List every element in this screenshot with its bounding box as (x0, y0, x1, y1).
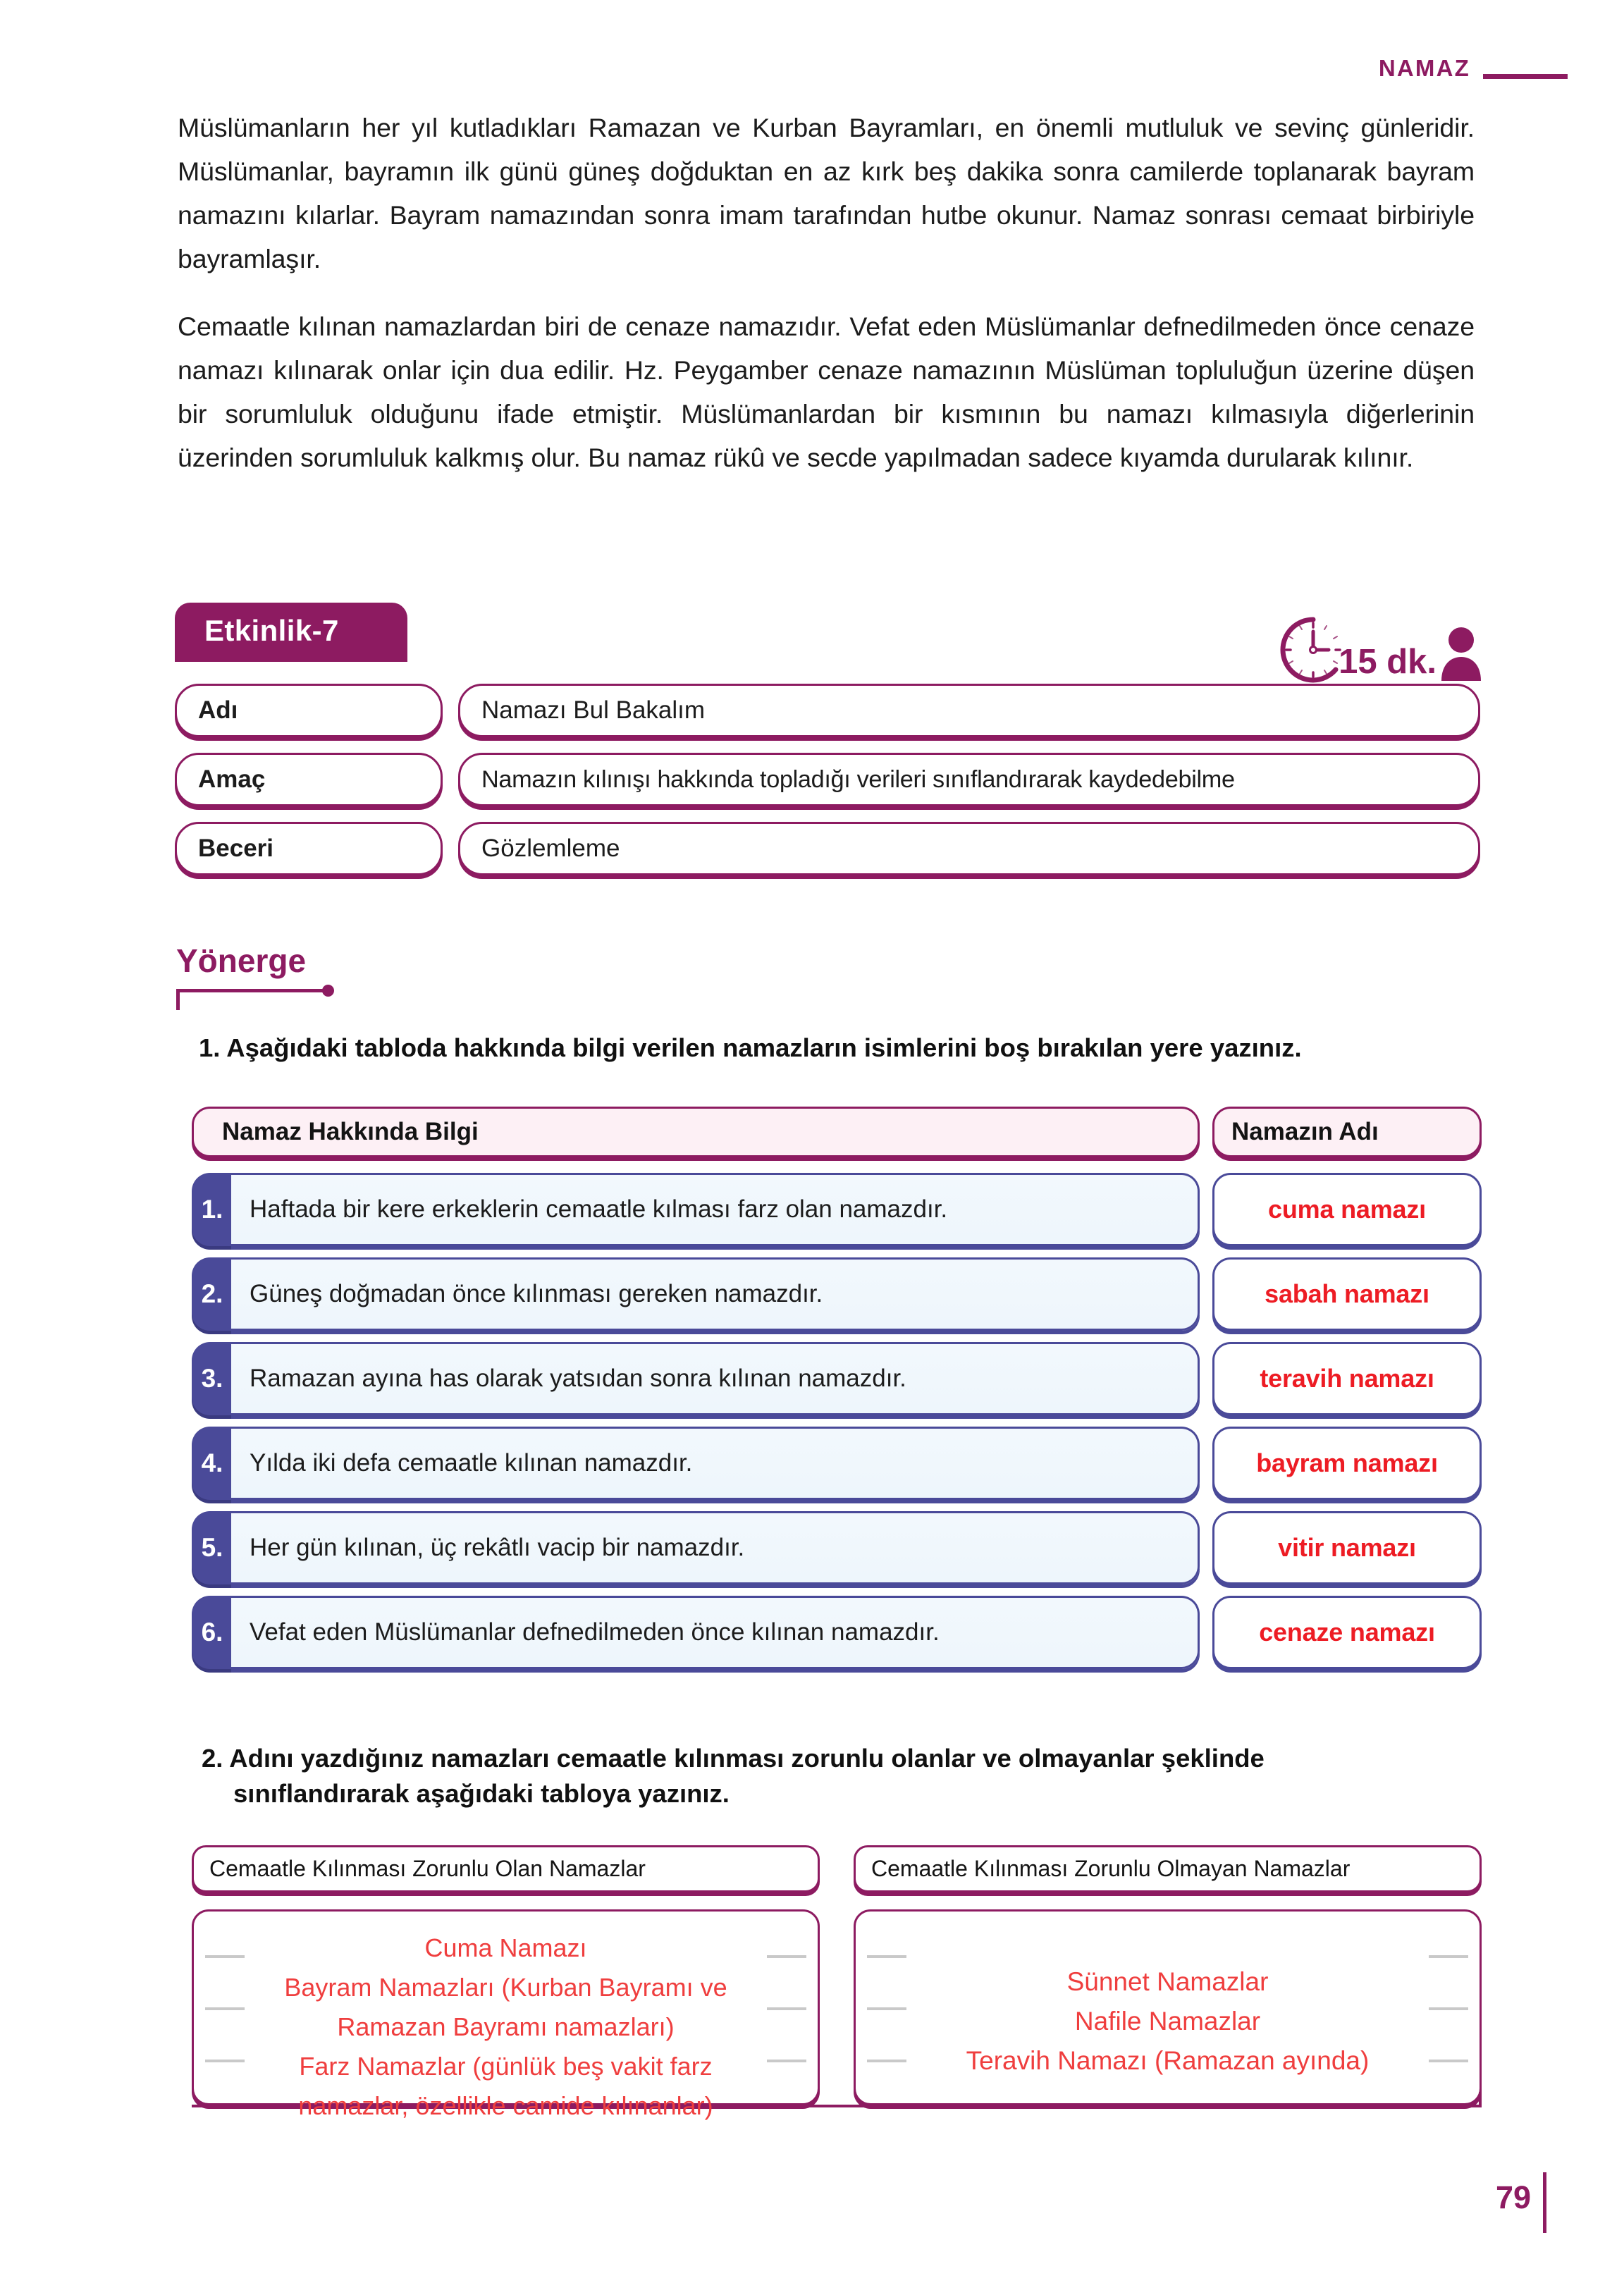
row-number: 1. (192, 1173, 233, 1246)
activity-row-label: Adı (175, 684, 443, 737)
activity-badge: Etkinlik-7 (175, 603, 407, 662)
row-description: Her gün kılınan, üç rekâtlı vacip bir namazdır. (231, 1511, 1200, 1584)
activity-row-value: Namazı Bul Bakalım (458, 684, 1480, 737)
row-description: Haftada bir kere erkeklerin cemaatle kılması farz olan namazdır. (231, 1173, 1200, 1246)
classify-answer-line: Nafile Namazlar (1074, 2007, 1261, 2036)
table-row (192, 1342, 1482, 1415)
row-answer-text: cuma namazı (1268, 1195, 1426, 1224)
yonerge-rule-line (176, 989, 327, 992)
namaz-table (192, 1107, 1482, 1680)
classify-answer-box-optional[interactable] (854, 1909, 1482, 2105)
column-header-info: Namaz Hakkında Bilgi (192, 1107, 1200, 1157)
body-text (178, 106, 1475, 503)
classify-section (192, 1845, 1482, 2120)
row-answer-field[interactable] (1212, 1342, 1482, 1415)
page-header (1379, 55, 1568, 82)
duration-label: 15 dk. (1339, 643, 1437, 681)
instruction-2-line1: 2. Adını yazdığınız namazları cemaatle kılınması zorunlu olanlar ve olmayanlar şeklinde (202, 1744, 1265, 1773)
classify-answer-text-optional (880, 1928, 1456, 2081)
row-answer-text: cenaze namazı (1259, 1618, 1435, 1646)
classify-answer-line: Farz Namazlar (günlük beş vakit farz (299, 2052, 713, 2081)
table-row-info (192, 1257, 1200, 1331)
table-row-info (192, 1427, 1200, 1500)
row-answer-field[interactable] (1212, 1173, 1482, 1246)
table-row-info (192, 1173, 1200, 1246)
instruction-2-line2: sınıflandırarak aşağıdaki tabloya yazınız. (233, 1779, 730, 1808)
table-row (192, 1511, 1482, 1584)
page-number: 79 (1495, 2179, 1531, 2215)
row-description: Vefat eden Müslümanlar defnedilmeden önce kılınan namazdır. (231, 1596, 1200, 1669)
classify-answer-line: Bayram Namazları (Kurban Bayramı ve (284, 1973, 727, 2002)
person-icon (1439, 624, 1483, 681)
row-number: 4. (192, 1427, 233, 1500)
activity-row-adi (175, 684, 1480, 737)
yonerge-rule (176, 984, 1480, 997)
instruction-1: 1. Aşağıdaki tabloda hakkında bilgi verilen namazların isimlerini boş bırakılan yere yazınız. (199, 1033, 1302, 1062)
row-number: 3. (192, 1342, 233, 1415)
activity-row-label: Amaç (175, 753, 443, 806)
header-rule (1483, 74, 1568, 79)
classify-answer-line: Ramazan Bayramı namazları) (337, 2012, 675, 2041)
classify-answer-line: Sünnet Namazlar (1066, 1967, 1269, 1996)
classify-answer-line: namazlar, özellikle camide kılınanlar) (298, 2091, 713, 2120)
row-number: 5. (192, 1511, 233, 1584)
column-header-name: Namazın Adı (1212, 1107, 1482, 1157)
yonerge-section (176, 944, 1480, 997)
classify-answer-line: Cuma Namazı (424, 1933, 587, 1962)
table-row-info (192, 1596, 1200, 1669)
activity-row-beceri (175, 822, 1480, 875)
row-answer-text: bayram namazı (1256, 1448, 1438, 1477)
table-row (192, 1596, 1482, 1669)
clock-icon (1278, 615, 1348, 685)
instruction-2 (202, 1741, 1470, 1811)
activity-duration (1278, 608, 1483, 685)
activity-row-value: Gözlemleme (458, 822, 1480, 875)
table-header-row (192, 1107, 1482, 1157)
row-answer-text: sabah namazı (1265, 1279, 1429, 1308)
row-description: Güneş doğmadan önce kılınması gereken namazdır. (231, 1257, 1200, 1331)
row-answer-field[interactable] (1212, 1511, 1482, 1584)
yonerge-rule-dot (322, 985, 334, 997)
table-row-info (192, 1342, 1200, 1415)
row-answer-field[interactable] (1212, 1596, 1482, 1669)
row-number: 6. (192, 1596, 233, 1669)
activity-row-value: Namazın kılınışı hakkında topladığı verileri sınıflandırarak kaydedebilme (458, 753, 1480, 806)
classify-column-required (192, 1845, 820, 2120)
row-description: Ramazan ayına has olarak yatsıdan sonra kılınan namazdır. (231, 1342, 1200, 1415)
row-answer-field[interactable] (1212, 1427, 1482, 1500)
activity-info-rows (175, 684, 1480, 891)
activity-row-label: Beceri (175, 822, 443, 875)
page-number-rule (1543, 2172, 1546, 2233)
row-answer-text: vitir namazı (1278, 1533, 1416, 1562)
table-row-info (192, 1511, 1200, 1584)
classify-column-optional (854, 1845, 1482, 2105)
paragraph-1: Müslümanların her yıl kutladıkları Ramazan ve Kurban Bayramları, en önemli mutluluk ve sevinç günleridir. Müslümanlar, bayramın ilk günü güneş doğduktan en az kırk beş dakika sonra camilerde toplanarak bayram namazını kılarlar. Bayram namazından sonra imam tarafından hutbe okunur. Namaz sonrası cemaat birbiriyle bayramlaşır. (178, 113, 1475, 273)
table-row (192, 1427, 1482, 1500)
yonerge-title: Yönerge (176, 942, 307, 979)
table-row (192, 1173, 1482, 1246)
classify-header-required: Cemaatle Kılınması Zorunlu Olan Namazlar (192, 1845, 820, 1892)
classify-header-optional: Cemaatle Kılınması Zorunlu Olmayan Namazlar (854, 1845, 1482, 1892)
classify-answer-box-required[interactable] (192, 1909, 820, 2120)
classify-answer-line: Teravih Namazı (Ramazan ayında) (966, 2046, 1370, 2075)
row-description: Yılda iki defa cemaatle kılınan namazdır. (231, 1427, 1200, 1500)
row-answer-text: teravih namazı (1260, 1364, 1434, 1393)
table-row (192, 1257, 1482, 1331)
activity-row-amac (175, 753, 1480, 806)
page-title: NAMAZ (1378, 55, 1470, 81)
classify-answer-text-required (218, 1928, 794, 2126)
row-answer-field[interactable] (1212, 1257, 1482, 1331)
paragraph-2: Cemaatle kılınan namazlardan biri de cenaze namazıdır. Vefat eden Müslümanlar defnedilmeden önce cenaze namazı kılınarak onlar için dua edilir. Hz. Peygamber cenaze namazının Müslüman topluluğun üzerine düşen bir sorumluluk olduğunu ifade etmiştir. Müslümanlardan bir kısmının bu namazı kılmasıyla diğerlerinin üzerinden sorumluluk kalkmış olur. Bu namaz rükû ve secde yapılmadan sadece kıyamda durularak kılınır. (178, 312, 1475, 472)
row-number: 2. (192, 1257, 233, 1331)
